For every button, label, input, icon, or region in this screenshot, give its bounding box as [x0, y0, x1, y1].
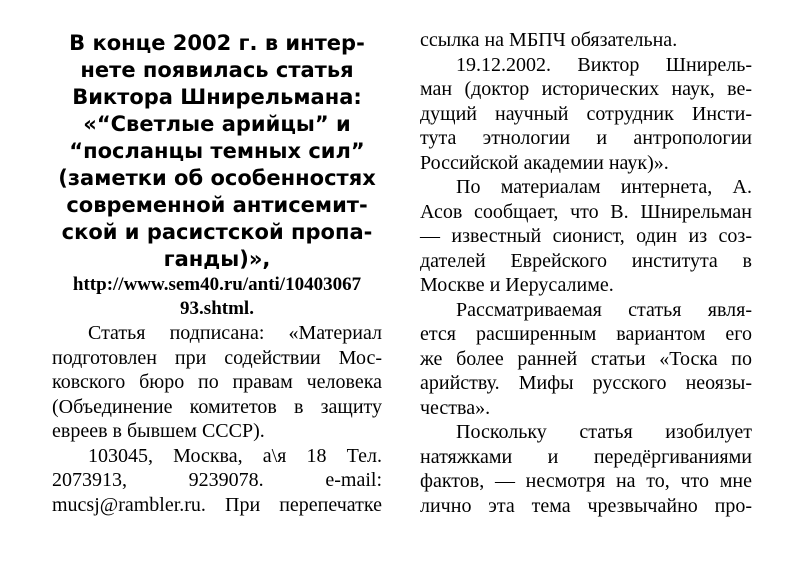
- text-line: Российской академии наук)».: [420, 151, 669, 174]
- text-line: ман (доктор исторических наук, ве-: [420, 78, 752, 100]
- text-line: тута этнологии и антропологии: [420, 127, 752, 149]
- paragraph-contacts: [52, 444, 382, 518]
- article-heading: [52, 30, 382, 273]
- text-line: (Объединение комитетов в защиту: [52, 395, 382, 418]
- text-line: 2073913, 9239078. e-mail:: [52, 469, 382, 491]
- text-line: же более ранней статьи «Тоска по: [420, 347, 752, 370]
- text-line: Статья подписана: «Материал: [88, 322, 382, 344]
- heading-line: В конце 2002 г. в интер-: [69, 31, 365, 55]
- paragraph-author: [420, 53, 752, 176]
- text-line: 103045, Москва, а\я 18 Тел.: [88, 444, 382, 467]
- text-line: ется расширенным вариантом его: [420, 323, 752, 345]
- text-line: подготовлен при содействии Мос-: [52, 346, 382, 369]
- url-line: http://www.sem40.ru/anti/10403067: [72, 274, 362, 295]
- paragraph-asov: [420, 175, 752, 298]
- heading-line: ганды)»,: [163, 247, 271, 271]
- text-line: лично эта тема чрезвычайно про-: [420, 494, 752, 517]
- left-column: [52, 30, 382, 517]
- text-line: евреев в бывшем СССР).: [52, 420, 265, 442]
- text-line: дущий научный сотрудник Инсти-: [420, 102, 752, 125]
- article-url: [52, 273, 382, 321]
- text-line: ковского бюро по правам человека: [52, 371, 382, 393]
- heading-line: Виктора Шнирельмана:: [72, 85, 362, 109]
- right-column: [420, 28, 752, 518]
- text-line: — известный сионист, один из соз-: [420, 225, 752, 247]
- paragraph-earlier-article: [420, 298, 752, 421]
- heading-line: “посланцы темных сил”: [69, 139, 365, 163]
- text-line: фактов, — несмотря на то, что мне: [420, 470, 752, 492]
- text-line: натяжками и передёргиваниями: [420, 445, 752, 468]
- text-line: mucsj@rambler.ru. При перепечатке: [52, 493, 382, 516]
- text-line: ссылка на МБПЧ обязательна.: [420, 29, 678, 51]
- heading-line: нете появилась статья: [80, 58, 354, 82]
- paragraph-signature: [52, 321, 382, 444]
- paragraph-continuation: [420, 28, 752, 53]
- heading-line: современной антисемит-: [66, 193, 368, 217]
- text-line: дателей Еврейского института в: [420, 249, 752, 272]
- text-line: чества».: [420, 396, 491, 419]
- url-line: 93.shtml.: [180, 298, 254, 319]
- text-line: Рассматриваемая статья явля-: [456, 298, 752, 321]
- heading-line: ской и расистской пропа-: [61, 220, 373, 244]
- text-line: Москве и Иерусалиме.: [420, 274, 614, 296]
- text-line: Поскольку статья изобилует: [456, 421, 752, 443]
- paragraph-critique: [420, 420, 752, 518]
- heading-line: (заметки об особенностях: [58, 166, 376, 190]
- text-line: арийству. Мифы русского неоязы-: [420, 372, 752, 394]
- text-line: Асов сообщает, что В. Шнирельман: [420, 200, 752, 223]
- heading-line: «“Светлые арийцы” и: [83, 112, 351, 136]
- text-line: 19.12.2002. Виктор Шнирель-: [456, 53, 752, 76]
- text-line: По материалам интернета, А.: [456, 176, 752, 198]
